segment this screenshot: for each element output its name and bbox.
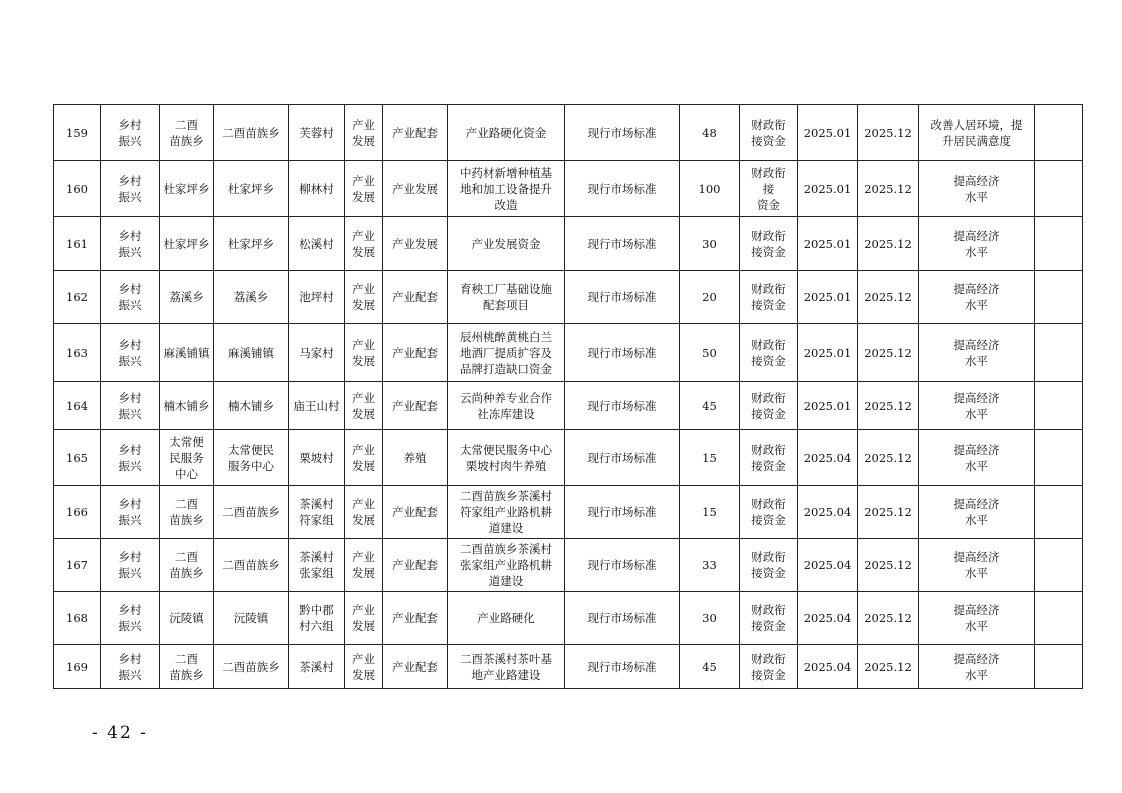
- amount-cell: 30: [680, 592, 740, 645]
- row-number-cell: 169: [54, 645, 101, 689]
- row-number-cell: 162: [54, 271, 101, 324]
- remark-cell: [1035, 539, 1083, 592]
- remark-cell: [1035, 592, 1083, 645]
- amount-cell: 45: [680, 382, 740, 430]
- village-cell: 茶溪村 张家组: [289, 539, 345, 592]
- town-short-cell: 太常便 民服务 中心: [160, 430, 214, 486]
- benefit-cell: 提高经济 水平: [919, 217, 1035, 271]
- subtype-cell: 产业配套: [383, 105, 448, 161]
- row-number-cell: 165: [54, 430, 101, 486]
- fund-source-cell: 财政衔 接资金: [740, 486, 798, 539]
- town-cell: 杜家坪乡: [214, 217, 289, 271]
- benefit-cell: 提高经济 水平: [919, 382, 1035, 430]
- start-date-cell: 2025.01: [798, 324, 858, 382]
- table-row: [54, 486, 1083, 539]
- row-number-cell: 160: [54, 161, 101, 217]
- remark-cell: [1035, 105, 1083, 161]
- start-date-cell: 2025.04: [798, 592, 858, 645]
- subtype-cell: 产业配套: [383, 271, 448, 324]
- town-cell: 太常便民 服务中心: [214, 430, 289, 486]
- start-date-cell: 2025.01: [798, 271, 858, 324]
- village-cell: 庙王山村: [289, 382, 345, 430]
- type-cell: 产业 发展: [345, 539, 383, 592]
- remark-cell: [1035, 271, 1083, 324]
- standard-cell: 现行市场标准: [565, 539, 680, 592]
- benefit-cell: 改善人居环境，提 升居民满意度: [919, 105, 1035, 161]
- town-cell: 沅陵镇: [214, 592, 289, 645]
- start-date-cell: 2025.04: [798, 486, 858, 539]
- benefit-cell: 提高经济 水平: [919, 486, 1035, 539]
- page-number: - 42 -: [92, 723, 148, 743]
- fund-source-cell: 财政衔 接资金: [740, 645, 798, 689]
- row-number-cell: 159: [54, 105, 101, 161]
- town-short-cell: 二酉 苗族乡: [160, 645, 214, 689]
- benefit-cell: 提高经济 水平: [919, 430, 1035, 486]
- type-cell: 产业 发展: [345, 324, 383, 382]
- fund-source-cell: 财政衔 接资金: [740, 430, 798, 486]
- project-table: [53, 104, 1083, 689]
- subtype-cell: 养殖: [383, 430, 448, 486]
- type-cell: 产业 发展: [345, 271, 383, 324]
- benefit-cell: 提高经济 水平: [919, 592, 1035, 645]
- end-date-cell: 2025.12: [858, 539, 919, 592]
- row-number-cell: 167: [54, 539, 101, 592]
- table-body: [54, 105, 1083, 689]
- town-cell: 二酉苗族乡: [214, 645, 289, 689]
- standard-cell: 现行市场标准: [565, 324, 680, 382]
- start-date-cell: 2025.01: [798, 105, 858, 161]
- category-cell: 乡村 振兴: [101, 645, 160, 689]
- fund-source-cell: 财政衔 接资金: [740, 592, 798, 645]
- town-short-cell: 沅陵镇: [160, 592, 214, 645]
- town-cell: 荔溪乡: [214, 271, 289, 324]
- subtype-cell: 产业配套: [383, 324, 448, 382]
- end-date-cell: 2025.12: [858, 105, 919, 161]
- amount-cell: 15: [680, 486, 740, 539]
- project-name-cell: 产业路硬化: [448, 592, 565, 645]
- amount-cell: 48: [680, 105, 740, 161]
- table-row: [54, 539, 1083, 592]
- village-cell: 茶溪村: [289, 645, 345, 689]
- end-date-cell: 2025.12: [858, 645, 919, 689]
- fund-source-cell: 财政衔 接资金: [740, 271, 798, 324]
- table-row: [54, 382, 1083, 430]
- row-number-cell: 166: [54, 486, 101, 539]
- town-short-cell: 杜家坪乡: [160, 217, 214, 271]
- type-cell: 产业 发展: [345, 645, 383, 689]
- amount-cell: 33: [680, 539, 740, 592]
- fund-source-cell: 财政衔 接资金: [740, 382, 798, 430]
- standard-cell: 现行市场标准: [565, 486, 680, 539]
- remark-cell: [1035, 430, 1083, 486]
- subtype-cell: 产业发展: [383, 217, 448, 271]
- start-date-cell: 2025.04: [798, 645, 858, 689]
- standard-cell: 现行市场标准: [565, 217, 680, 271]
- type-cell: 产业 发展: [345, 105, 383, 161]
- start-date-cell: 2025.04: [798, 539, 858, 592]
- standard-cell: 现行市场标准: [565, 430, 680, 486]
- type-cell: 产业 发展: [345, 161, 383, 217]
- table-row: [54, 271, 1083, 324]
- category-cell: 乡村 振兴: [101, 382, 160, 430]
- village-cell: 黔中郡 村六组: [289, 592, 345, 645]
- village-cell: 柳林村: [289, 161, 345, 217]
- type-cell: 产业 发展: [345, 486, 383, 539]
- category-cell: 乡村 振兴: [101, 271, 160, 324]
- town-short-cell: 二酉 苗族乡: [160, 486, 214, 539]
- town-cell: 麻溪铺镇: [214, 324, 289, 382]
- town-short-cell: 荔溪乡: [160, 271, 214, 324]
- town-cell: 楠木铺乡: [214, 382, 289, 430]
- project-name-cell: 产业发展资金: [448, 217, 565, 271]
- project-name-cell: 二酉茶溪村茶叶基 地产业路建设: [448, 645, 565, 689]
- subtype-cell: 产业发展: [383, 161, 448, 217]
- table-row: [54, 430, 1083, 486]
- amount-cell: 100: [680, 161, 740, 217]
- table-row: [54, 105, 1083, 161]
- category-cell: 乡村 振兴: [101, 592, 160, 645]
- village-cell: 池坪村: [289, 271, 345, 324]
- category-cell: 乡村 振兴: [101, 486, 160, 539]
- category-cell: 乡村 振兴: [101, 217, 160, 271]
- amount-cell: 30: [680, 217, 740, 271]
- amount-cell: 50: [680, 324, 740, 382]
- start-date-cell: 2025.04: [798, 430, 858, 486]
- type-cell: 产业 发展: [345, 382, 383, 430]
- remark-cell: [1035, 161, 1083, 217]
- start-date-cell: 2025.01: [798, 161, 858, 217]
- remark-cell: [1035, 324, 1083, 382]
- project-name-cell: 产业路硬化资金: [448, 105, 565, 161]
- table-row: [54, 161, 1083, 217]
- remark-cell: [1035, 382, 1083, 430]
- row-number-cell: 164: [54, 382, 101, 430]
- end-date-cell: 2025.12: [858, 161, 919, 217]
- end-date-cell: 2025.12: [858, 271, 919, 324]
- town-short-cell: 二酉 苗族乡: [160, 105, 214, 161]
- table-row: [54, 645, 1083, 689]
- town-short-cell: 二酉 苗族乡: [160, 539, 214, 592]
- fund-source-cell: 财政衔 接资金: [740, 105, 798, 161]
- project-name-cell: 二酉苗族乡茶溪村 符家组产业路机耕 道建设: [448, 486, 565, 539]
- amount-cell: 20: [680, 271, 740, 324]
- standard-cell: 现行市场标准: [565, 161, 680, 217]
- subtype-cell: 产业配套: [383, 592, 448, 645]
- table-row: [54, 324, 1083, 382]
- amount-cell: 15: [680, 430, 740, 486]
- row-number-cell: 168: [54, 592, 101, 645]
- fund-source-cell: 财政衔 接资金: [740, 324, 798, 382]
- table-row: [54, 592, 1083, 645]
- standard-cell: 现行市场标准: [565, 105, 680, 161]
- remark-cell: [1035, 486, 1083, 539]
- category-cell: 乡村 振兴: [101, 105, 160, 161]
- standard-cell: 现行市场标准: [565, 592, 680, 645]
- project-name-cell: 辰州桃醉黄桃白兰 地酒厂提质扩容及 品牌打造缺口资金: [448, 324, 565, 382]
- type-cell: 产业 发展: [345, 592, 383, 645]
- category-cell: 乡村 振兴: [101, 161, 160, 217]
- standard-cell: 现行市场标准: [565, 645, 680, 689]
- table-row: [54, 217, 1083, 271]
- category-cell: 乡村 振兴: [101, 430, 160, 486]
- row-number-cell: 161: [54, 217, 101, 271]
- row-number-cell: 163: [54, 324, 101, 382]
- benefit-cell: 提高经济 水平: [919, 645, 1035, 689]
- end-date-cell: 2025.12: [858, 382, 919, 430]
- project-name-cell: 育秧工厂基础设施 配套项目: [448, 271, 565, 324]
- end-date-cell: 2025.12: [858, 430, 919, 486]
- town-cell: 二酉苗族乡: [214, 539, 289, 592]
- fund-source-cell: 财政衔 接资金: [740, 539, 798, 592]
- benefit-cell: 提高经济 水平: [919, 271, 1035, 324]
- town-cell: 杜家坪乡: [214, 161, 289, 217]
- remark-cell: [1035, 217, 1083, 271]
- type-cell: 产业 发展: [345, 217, 383, 271]
- project-name-cell: 中药材新增种植基 地和加工设备提升 改造: [448, 161, 565, 217]
- benefit-cell: 提高经济 水平: [919, 161, 1035, 217]
- benefit-cell: 提高经济 水平: [919, 539, 1035, 592]
- category-cell: 乡村 振兴: [101, 324, 160, 382]
- subtype-cell: 产业配套: [383, 486, 448, 539]
- project-name-cell: 云尚种养专业合作 社冻库建设: [448, 382, 565, 430]
- remark-cell: [1035, 645, 1083, 689]
- subtype-cell: 产业配套: [383, 539, 448, 592]
- village-cell: 芙蓉村: [289, 105, 345, 161]
- project-name-cell: 二酉苗族乡茶溪村 张家组产业路机耕 道建设: [448, 539, 565, 592]
- standard-cell: 现行市场标准: [565, 382, 680, 430]
- category-cell: 乡村 振兴: [101, 539, 160, 592]
- end-date-cell: 2025.12: [858, 324, 919, 382]
- town-short-cell: 楠木铺乡: [160, 382, 214, 430]
- subtype-cell: 产业配套: [383, 645, 448, 689]
- amount-cell: 45: [680, 645, 740, 689]
- standard-cell: 现行市场标准: [565, 271, 680, 324]
- town-short-cell: 麻溪铺镇: [160, 324, 214, 382]
- end-date-cell: 2025.12: [858, 592, 919, 645]
- village-cell: 茶溪村 符家组: [289, 486, 345, 539]
- village-cell: 栗坡村: [289, 430, 345, 486]
- town-cell: 二酉苗族乡: [214, 105, 289, 161]
- village-cell: 松溪村: [289, 217, 345, 271]
- start-date-cell: 2025.01: [798, 217, 858, 271]
- end-date-cell: 2025.12: [858, 486, 919, 539]
- end-date-cell: 2025.12: [858, 217, 919, 271]
- type-cell: 产业 发展: [345, 430, 383, 486]
- project-name-cell: 太常便民服务中心 栗坡村肉牛养殖: [448, 430, 565, 486]
- start-date-cell: 2025.01: [798, 382, 858, 430]
- subtype-cell: 产业配套: [383, 382, 448, 430]
- village-cell: 马家村: [289, 324, 345, 382]
- fund-source-cell: 财政衔 接 资金: [740, 161, 798, 217]
- benefit-cell: 提高经济 水平: [919, 324, 1035, 382]
- town-cell: 二酉苗族乡: [214, 486, 289, 539]
- town-short-cell: 杜家坪乡: [160, 161, 214, 217]
- fund-source-cell: 财政衔 接资金: [740, 217, 798, 271]
